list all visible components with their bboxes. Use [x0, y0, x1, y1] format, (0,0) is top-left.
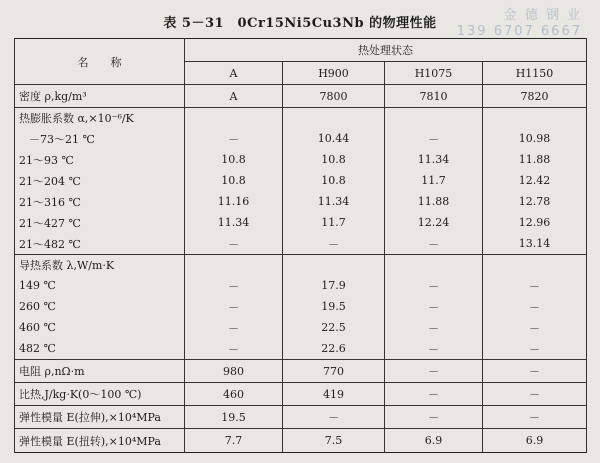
table-row	[15, 338, 587, 360]
resistivity-row	[15, 360, 587, 383]
resistivity-label: 电阻 ρ,nΩ·m	[15, 360, 185, 383]
range-label: －73～21 ℃	[15, 128, 185, 149]
cell-value: －	[483, 296, 587, 317]
table-row	[15, 149, 587, 170]
cell-value: －	[185, 338, 283, 360]
cell-value: －	[385, 317, 483, 338]
cell-value: 11.16	[185, 191, 283, 212]
cell-value: －	[385, 360, 483, 383]
cell-value: －	[385, 275, 483, 296]
cell-value: 11.88	[483, 149, 587, 170]
state-header-A: A	[185, 62, 283, 85]
cell-value: 19.5	[185, 406, 283, 429]
watermark-name: 金 德 钢 业	[503, 8, 582, 23]
cell-value: －	[185, 275, 283, 296]
cell-value: 19.5	[283, 296, 385, 317]
header-row-1	[15, 39, 587, 62]
cell-value: 17.9	[283, 275, 385, 296]
cell-value: 10.44	[283, 128, 385, 149]
cell-value: 11.34	[185, 212, 283, 233]
cell-value: －	[483, 360, 587, 383]
density-row	[15, 85, 587, 108]
density-value: 7810	[385, 85, 483, 108]
range-label: 21～482 ℃	[15, 233, 185, 255]
range-label: 21～427 ℃	[15, 212, 185, 233]
cell-value: －	[483, 317, 587, 338]
cell-value: －	[385, 383, 483, 406]
density-value: 7820	[483, 85, 587, 108]
elastic-torsion-row	[15, 429, 587, 453]
table-row	[15, 128, 587, 149]
table-row	[15, 191, 587, 212]
cell-value: 11.7	[283, 212, 385, 233]
name-header: 名 称	[15, 39, 185, 85]
cell-value: －	[385, 128, 483, 149]
cell-value: 980	[185, 360, 283, 383]
specific-heat-row	[15, 383, 587, 406]
watermark	[457, 8, 582, 40]
cell-value: 419	[283, 383, 385, 406]
cell-value: 6.9	[483, 429, 587, 453]
cell-value: 13.14	[483, 233, 587, 255]
cell-value: 770	[283, 360, 385, 383]
thermal-expansion-header-row	[15, 108, 587, 129]
cell-value: 12.96	[483, 212, 587, 233]
state-header-H1150: H1150	[483, 62, 587, 85]
specific-heat-label: 比热,J/kg·K(0～100 ℃)	[15, 383, 185, 406]
cell-value: 12.78	[483, 191, 587, 212]
cell-value: 11.34	[385, 149, 483, 170]
cell-value: 460	[185, 383, 283, 406]
elastic-tension-row	[15, 406, 587, 429]
cell-value: －	[483, 383, 587, 406]
table-row	[15, 317, 587, 338]
density-value: A	[185, 85, 283, 108]
cell-value: －	[483, 275, 587, 296]
temp-label: 260 ℃	[15, 296, 185, 317]
cell-value: －	[185, 233, 283, 255]
cell-value: －	[483, 406, 587, 429]
cell-value: 10.8	[283, 170, 385, 191]
table-row	[15, 170, 587, 191]
density-label: 密度 ρ,kg/m³	[15, 85, 185, 108]
cell-value: －	[385, 406, 483, 429]
cell-value: －	[385, 233, 483, 255]
density-value: 7800	[283, 85, 385, 108]
cell-value: －	[185, 317, 283, 338]
temp-label: 460 ℃	[15, 317, 185, 338]
cell-value: 10.8	[185, 170, 283, 191]
cell-value: 10.8	[283, 149, 385, 170]
cell-value: 12.24	[385, 212, 483, 233]
range-label: 21～316 ℃	[15, 191, 185, 212]
cell-value: 10.98	[483, 128, 587, 149]
temp-label: 149 ℃	[15, 275, 185, 296]
cell-value: 12.42	[483, 170, 587, 191]
thermal-conductivity-label: 导热系数 λ,W/m·K	[15, 255, 185, 276]
cell-value: 11.88	[385, 191, 483, 212]
cell-value: 10.8	[185, 149, 283, 170]
cell-value: －	[385, 296, 483, 317]
cell-value: 22.5	[283, 317, 385, 338]
cell-value: 11.34	[283, 191, 385, 212]
table-row	[15, 212, 587, 233]
temp-label: 482 ℃	[15, 338, 185, 360]
table-row	[15, 233, 587, 255]
cell-value: －	[385, 338, 483, 360]
elastic-tension-label: 弹性模量 E(拉伸),×10⁴MPa	[15, 406, 185, 429]
table-title: 表 5－31 0Cr15Ni5Cu3Nb 的物理性能	[163, 16, 437, 31]
state-header-H1075: H1075	[385, 62, 483, 85]
cell-value: －	[483, 338, 587, 360]
cell-value: 6.9	[385, 429, 483, 453]
heat-treatment-header: 热处理状态	[185, 39, 587, 62]
cell-value: －	[283, 233, 385, 255]
cell-value: 7.5	[283, 429, 385, 453]
cell-value: －	[283, 406, 385, 429]
range-label: 21～204 ℃	[15, 170, 185, 191]
watermark-phone: 139 6707 6667	[456, 24, 582, 39]
thermal-expansion-label: 热膨胀系数 α,×10⁻⁶/K	[15, 108, 185, 129]
thermal-conductivity-header-row	[15, 255, 587, 276]
table-row	[15, 275, 587, 296]
elastic-torsion-label: 弹性模量 E(扭转),×10⁴MPa	[15, 429, 185, 453]
cell-value: －	[185, 296, 283, 317]
range-label: 21～93 ℃	[15, 149, 185, 170]
cell-value: 11.7	[385, 170, 483, 191]
cell-value: 7.7	[185, 429, 283, 453]
cell-value: 22.6	[283, 338, 385, 360]
state-header-H900: H900	[283, 62, 385, 85]
cell-value: －	[185, 128, 283, 149]
table-row	[15, 296, 587, 317]
properties-table	[14, 38, 587, 453]
